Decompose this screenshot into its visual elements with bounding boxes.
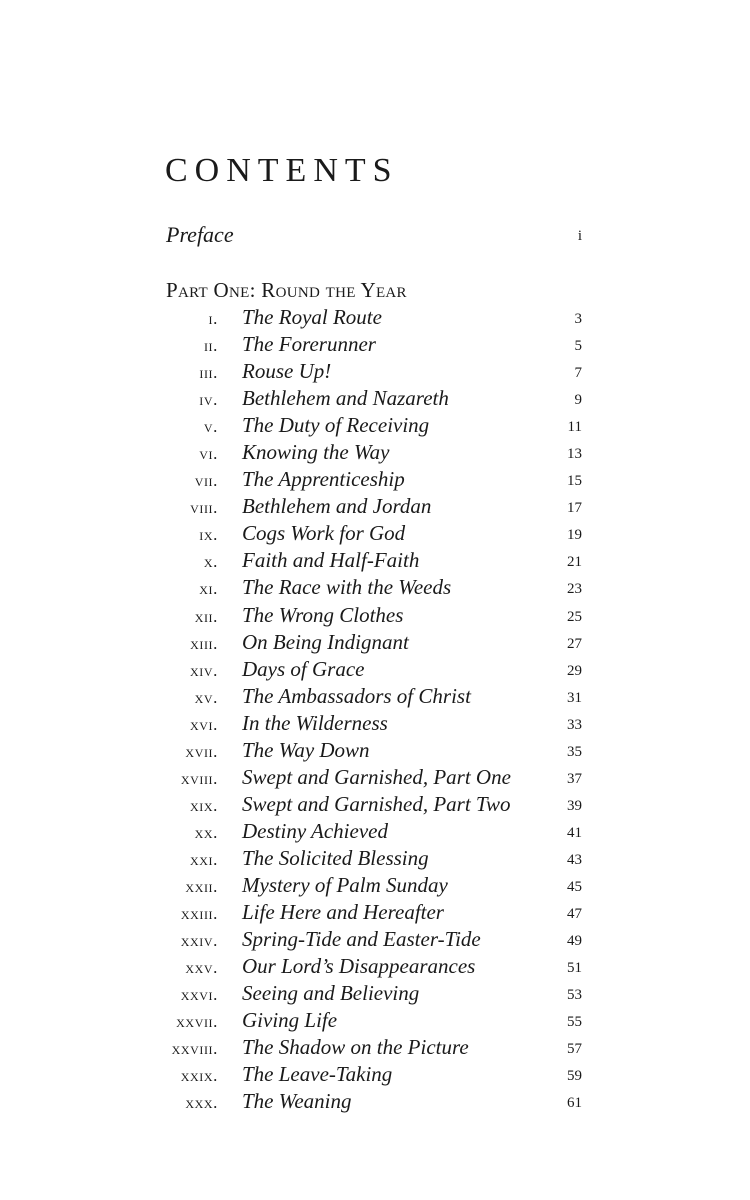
chapter-number: xxvi. — [180, 985, 218, 1005]
chapter-entry — [150, 440, 584, 467]
chapter-entry — [150, 765, 584, 792]
chapter-page-number: 29 — [567, 662, 582, 679]
chapter-title: Destiny Achieved — [242, 818, 388, 843]
chapter-number: xiv. — [190, 660, 218, 680]
chapter-number: iii. — [199, 363, 218, 383]
chapter-page-number: 5 — [574, 338, 582, 355]
chapter-entry — [150, 1035, 584, 1062]
chapter-number: xxix. — [180, 1066, 218, 1086]
chapter-number: xxii. — [185, 876, 218, 896]
chapter-title: Bethlehem and Nazareth — [242, 386, 449, 411]
chapter-page-number: 59 — [567, 1068, 582, 1085]
preface-page-number: i — [577, 228, 582, 244]
chapter-number: ii. — [203, 336, 218, 356]
chapter-number: xxiii. — [180, 904, 218, 924]
chapter-title: Faith and Half-Faith — [242, 548, 420, 573]
chapter-page-number: 49 — [567, 933, 582, 950]
chapter-number: i. — [208, 309, 218, 328]
chapter-number: xi. — [199, 579, 218, 599]
chapter-title: In the Wilderness — [242, 710, 388, 735]
chapter-page-number: 33 — [567, 716, 582, 733]
chapter-number: v. — [203, 417, 218, 437]
chapter-title: Days of Grace — [242, 656, 365, 681]
chapter-number: xxv. — [185, 958, 218, 978]
chapter-entry — [150, 846, 584, 873]
chapter-page-number: 43 — [567, 851, 582, 868]
chapter-entry — [150, 873, 584, 900]
chapter-entry — [150, 1008, 584, 1035]
chapter-page-number: 55 — [567, 1014, 582, 1031]
chapter-title: Rouse Up! — [242, 359, 332, 384]
chapter-title: The Ambassadors of Christ — [242, 683, 471, 708]
chapter-page-number: 53 — [567, 987, 582, 1004]
chapter-page-number: 39 — [567, 797, 582, 814]
chapter-entry — [150, 684, 584, 711]
chapter-title: The Race with the Weeds — [242, 575, 452, 600]
chapter-page-number: 13 — [567, 446, 582, 463]
chapter-page-number: 61 — [567, 1095, 582, 1112]
chapter-page-number: 37 — [567, 770, 582, 787]
chapter-page-number: 41 — [567, 824, 582, 841]
chapter-number: xxi. — [190, 849, 218, 869]
chapter-entry — [150, 603, 584, 630]
chapter-page-number: 15 — [567, 473, 582, 490]
chapter-title: Cogs Work for God — [242, 521, 406, 546]
chapter-number: xvi. — [190, 714, 218, 734]
chapter-number: xii. — [194, 606, 218, 626]
page-title: CONTENTS — [165, 152, 399, 189]
chapter-page-number: 17 — [567, 500, 582, 517]
chapter-title: The Wrong Clothes — [242, 602, 404, 627]
chapter-entry — [150, 954, 584, 981]
chapter-number: xx. — [194, 822, 218, 842]
chapter-entry — [150, 711, 584, 738]
part-one-heading: Part One: Round the Year — [166, 278, 407, 302]
chapter-entry — [150, 548, 584, 575]
chapter-number: xiii. — [190, 633, 218, 653]
chapter-title: Swept and Garnished, Part Two — [242, 791, 511, 816]
chapter-entry — [150, 819, 584, 846]
chapter-entry — [150, 1062, 584, 1089]
chapter-title: Our Lord’s Disappearances — [242, 954, 476, 979]
chapter-entry — [150, 332, 584, 359]
chapter-entry — [150, 575, 584, 602]
chapter-page-number: 21 — [567, 554, 582, 571]
chapter-entry — [150, 521, 584, 548]
chapter-title: The Forerunner — [242, 332, 376, 357]
chapter-entry — [150, 927, 584, 954]
chapter-number: x. — [203, 552, 218, 572]
chapter-title: Life Here and Hereafter — [242, 900, 444, 925]
chapter-number: vi. — [199, 444, 218, 464]
chapter-entry — [150, 413, 584, 440]
preface-title: Preface — [166, 222, 234, 247]
chapter-entry — [150, 792, 584, 819]
chapter-title: Swept and Garnished, Part One — [242, 764, 511, 789]
chapter-number: xxx. — [185, 1093, 218, 1113]
chapter-number: vii. — [194, 471, 218, 491]
chapter-number: xviii. — [180, 768, 218, 788]
chapter-entry — [150, 981, 584, 1008]
chapter-title: The Way Down — [242, 737, 370, 762]
chapter-page-number: 57 — [567, 1041, 582, 1058]
chapter-entry — [150, 630, 584, 657]
chapter-page-number: 47 — [567, 906, 582, 923]
chapter-page-number: 51 — [567, 960, 582, 977]
chapter-title: On Being Indignant — [242, 629, 409, 654]
chapter-title: Bethlehem and Jordan — [242, 494, 432, 519]
chapter-number: viii. — [190, 498, 218, 518]
chapter-entry — [150, 657, 584, 684]
preface-entry — [166, 222, 584, 252]
chapter-page-number: 19 — [567, 527, 582, 544]
chapter-number: xv. — [194, 687, 218, 707]
chapter-entry — [150, 386, 584, 413]
chapter-number: ix. — [199, 525, 218, 545]
chapter-list — [150, 305, 584, 1116]
chapter-title: Knowing the Way — [242, 440, 390, 465]
chapter-title: The Apprenticeship — [242, 467, 405, 492]
chapter-title: The Leave-Taking — [242, 1062, 393, 1087]
chapter-number: xvii. — [185, 741, 218, 761]
chapter-page-number: 7 — [574, 365, 582, 382]
chapter-number: xix. — [190, 795, 218, 815]
chapter-title: Spring-Tide and Easter-Tide — [242, 927, 481, 952]
chapter-entry — [150, 467, 584, 494]
chapter-title: The Solicited Blessing — [242, 845, 429, 870]
chapter-title: The Royal Route — [242, 305, 382, 329]
chapter-entry — [150, 305, 584, 332]
chapter-number: xxiv. — [180, 931, 218, 951]
chapter-title: Seeing and Believing — [242, 981, 420, 1006]
chapter-entry — [150, 738, 584, 765]
chapter-title: The Shadow on the Picture — [242, 1035, 469, 1060]
chapter-page-number: 27 — [567, 635, 582, 652]
chapter-number: xxviii. — [171, 1039, 218, 1059]
chapter-title: The Weaning — [242, 1089, 352, 1114]
chapter-number: iv. — [199, 390, 218, 410]
chapter-page-number: 45 — [567, 878, 582, 895]
chapter-title: Mystery of Palm Sunday — [242, 872, 448, 897]
chapter-number: xxvii. — [176, 1012, 218, 1032]
chapter-entry — [150, 494, 584, 521]
chapter-title: The Duty of Receiving — [242, 413, 430, 438]
chapter-entry — [150, 359, 584, 386]
chapter-page-number: 35 — [567, 743, 582, 760]
chapter-page-number: 31 — [567, 689, 582, 706]
chapter-page-number: 23 — [567, 581, 582, 598]
chapter-entry — [150, 900, 584, 927]
chapter-page-number: 9 — [574, 392, 582, 409]
chapter-title: Giving Life — [242, 1008, 338, 1033]
chapter-page-number: 3 — [574, 311, 582, 327]
chapter-page-number: 25 — [567, 608, 582, 625]
chapter-page-number: 11 — [567, 419, 582, 436]
chapter-entry — [150, 1089, 584, 1116]
